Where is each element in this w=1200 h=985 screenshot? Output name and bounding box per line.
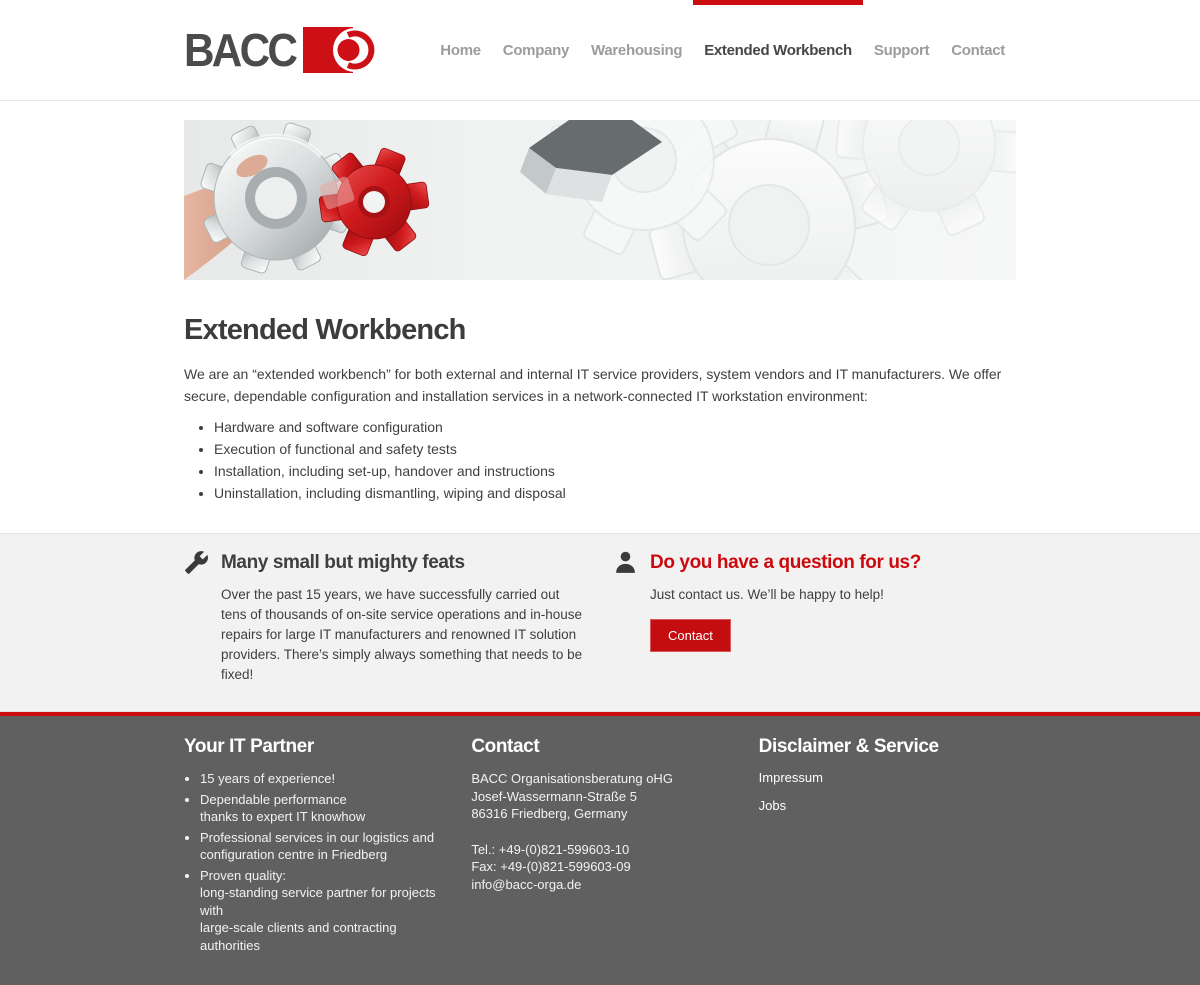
list-item: • Execution of functional and safety tests bbox=[214, 439, 1016, 460]
footer-link-impressum[interactable]: Impressum bbox=[758, 770, 823, 785]
person-icon bbox=[613, 550, 638, 575]
list-item: • Professional services in our logistics and configuration centre in Friedberg bbox=[200, 829, 441, 864]
footer-contact-title: Contact bbox=[471, 736, 540, 757]
feature-left bbox=[184, 550, 587, 685]
service-bullet-list bbox=[184, 417, 1016, 504]
site-header bbox=[0, 0, 1200, 101]
feature-left-text: Over the past 15 years, we have successfully carried out tens of thousands of on-site service operations and in-house repairs for large IT manufacturers and renowned IT solution providers. There’s simply always something that needs to be fixed! bbox=[221, 587, 583, 682]
address-line: BACC Organisationsberatung oHG bbox=[471, 771, 673, 786]
main-content bbox=[184, 314, 1016, 504]
nav-item-warehousing[interactable]: Warehousing bbox=[591, 41, 683, 59]
footer-service-title: Disclaimer & Service bbox=[758, 736, 939, 757]
feature-left-title: Many small but mighty feats bbox=[221, 551, 465, 573]
footer-contact-column bbox=[471, 718, 728, 957]
footer-service-column bbox=[759, 718, 1016, 957]
brand-logo[interactable] bbox=[184, 25, 387, 75]
bacc-gear-logo-icon bbox=[303, 25, 387, 75]
footer-partner-title: Your IT Partner bbox=[184, 736, 314, 757]
list-item: • Dependable performance thanks to expert IT knowhow bbox=[200, 791, 441, 826]
address-line: 86316 Friedberg, Germany bbox=[471, 806, 628, 821]
page-title: Extended Workbench bbox=[184, 314, 466, 346]
hero-image bbox=[184, 120, 1016, 280]
footer-partner-list bbox=[184, 770, 441, 954]
footer-partner-column bbox=[184, 718, 441, 957]
fax-line: Fax: +49-(0)821-599603-09 bbox=[471, 859, 631, 874]
brand-name: BACC bbox=[184, 24, 296, 76]
wrench-icon bbox=[184, 550, 209, 575]
site-footer bbox=[0, 712, 1200, 985]
intro-paragraph: We are an “extended workbench” for both external and internal IT service providers, system vendors and IT manufacturers. We offer secure, dependable configuration and installation services in a network-connected IT workstation environment: bbox=[184, 366, 1002, 404]
phone-line: Tel.: +49-(0)821-599603-10 bbox=[471, 841, 630, 857]
feature-right-title: Do you have a question for us? bbox=[650, 551, 921, 573]
nav-item-home[interactable]: Home bbox=[440, 41, 481, 59]
nav-item-support[interactable]: Support bbox=[873, 41, 930, 59]
address-line: Josef-Wassermann-Straße 5 bbox=[471, 788, 638, 804]
main-navigation bbox=[429, 0, 1016, 100]
footer-link-jobs[interactable]: Jobs bbox=[758, 798, 787, 813]
feature-right-text: Just contact us. We’ll be happy to help! bbox=[650, 587, 884, 602]
list-item: • Hardware and software configuration bbox=[214, 417, 1016, 438]
feature-band bbox=[0, 533, 1200, 712]
list-item: • Proven quality: long-standing service partner for projects with large-scale clients and contracting authorities bbox=[200, 867, 441, 955]
nav-item-contact[interactable]: Contact bbox=[951, 41, 1005, 59]
contact-button[interactable]: Contact bbox=[650, 619, 731, 652]
list-item: • 15 years of experience! bbox=[200, 770, 441, 788]
list-item: • Uninstallation, including dismantling, wiping and disposal bbox=[214, 483, 1016, 504]
email-line: info@bacc-orga.de bbox=[471, 876, 582, 892]
nav-item-company[interactable]: Company bbox=[502, 41, 570, 59]
feature-right bbox=[613, 550, 1016, 685]
nav-item-extended-workbench[interactable]: Extended Workbench bbox=[693, 0, 863, 100]
list-item: • Installation, including set-up, handover and instructions bbox=[214, 461, 1016, 482]
